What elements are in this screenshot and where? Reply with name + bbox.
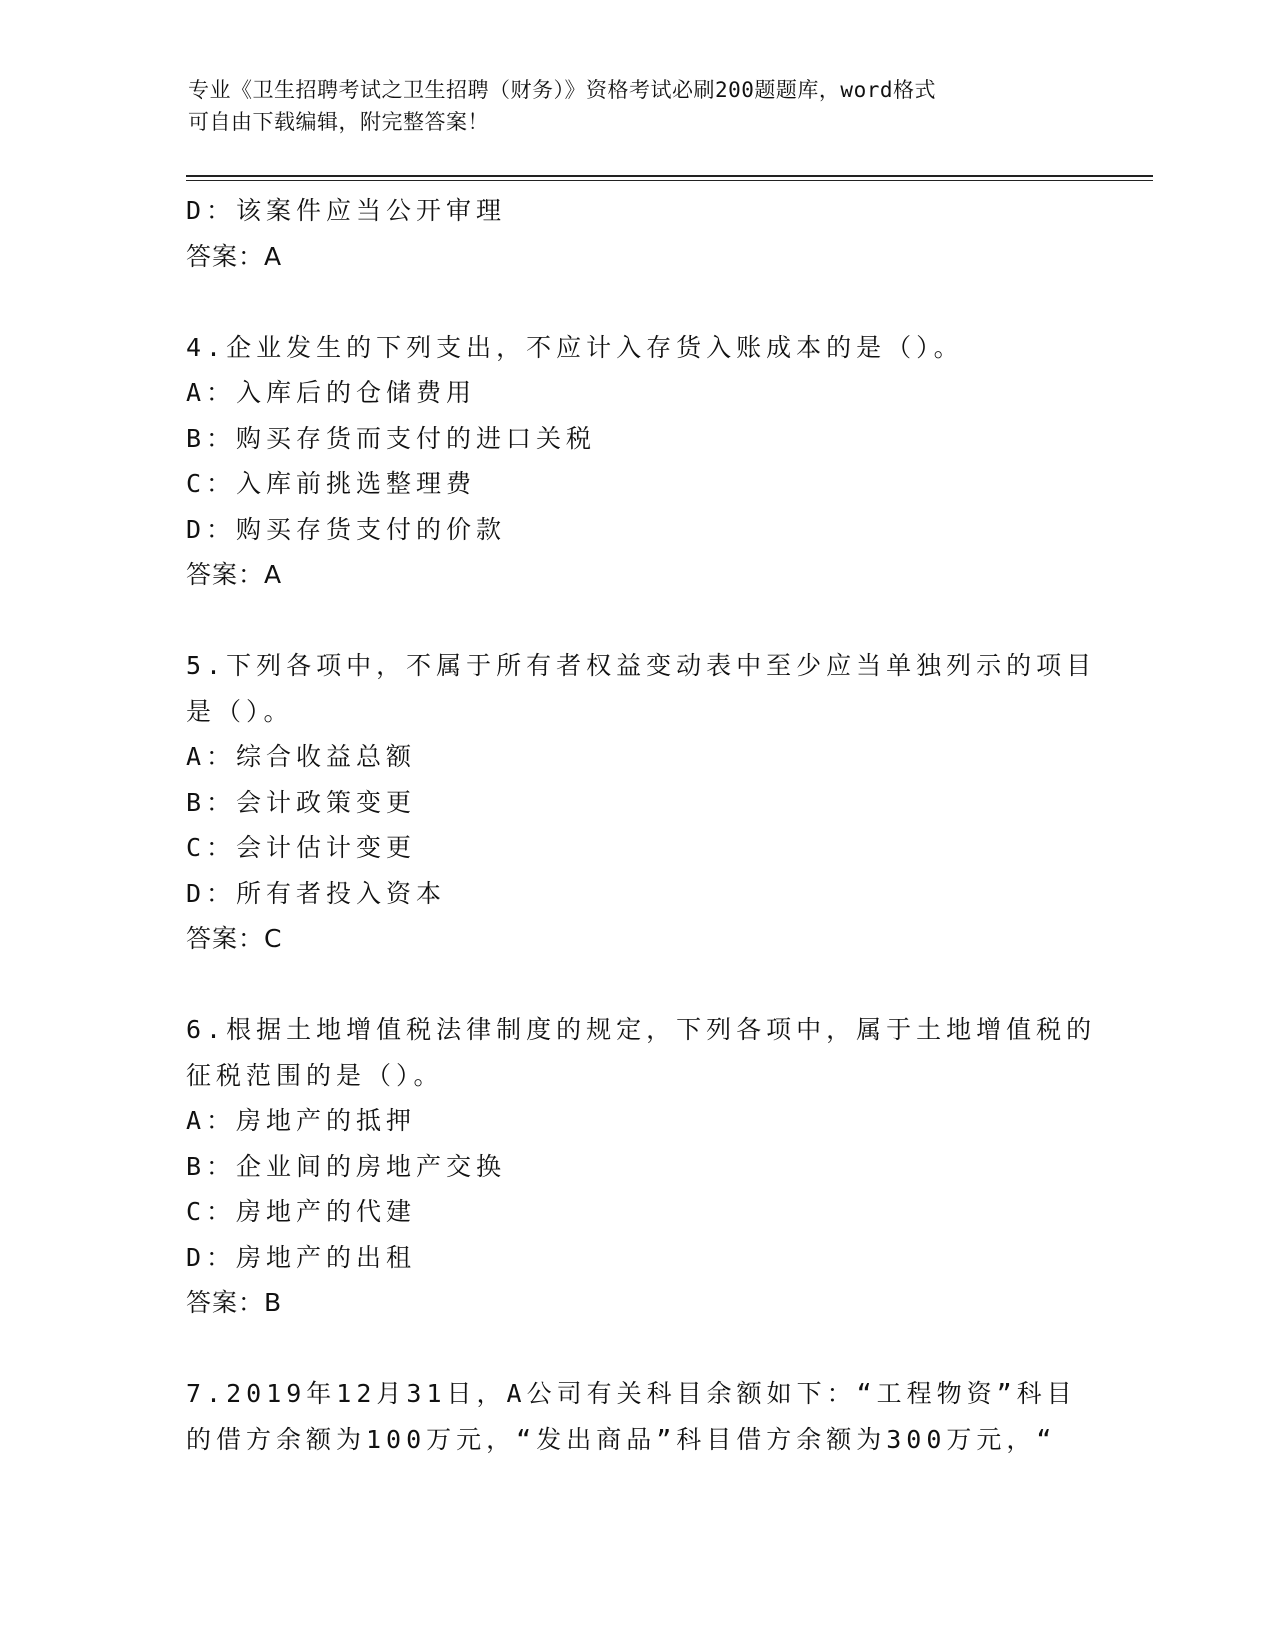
option-a: A：综合收益总额 (186, 742, 417, 771)
option-a: A：房地产的抵押 (186, 1106, 417, 1135)
question-stem: 5.下列各项中，不属于所有者权益变动表中至少应当单独列示的项目 (186, 651, 1097, 680)
question-5 (186, 643, 1097, 962)
option-b: B：会计政策变更 (186, 787, 417, 817)
question-stem: 7.2019年12月31日，A公司有关科目余额如下：“工程物资”科目 (186, 1379, 1077, 1408)
answer-line: 答案：B (186, 1288, 283, 1317)
question-7 (186, 1371, 1086, 1462)
question-stem-continued: 是（）。 (186, 696, 294, 726)
spacer (186, 598, 1086, 644)
option-d: D：房地产的出租 (186, 1242, 417, 1272)
header-title-line-2: 可自由下载编辑，附完整答案！ (188, 110, 489, 134)
option-c: C：入库前挑选整理费 (186, 469, 477, 498)
question-content (186, 188, 1097, 1462)
answer-line: 答案：A (186, 241, 283, 271)
spacer (186, 279, 1086, 325)
header-rule-thick (186, 175, 1153, 177)
header-title-line-1: 专业《卫生招聘考试之卫生招聘（财务）》资格考试必刷200题题库，word格式 (188, 78, 936, 102)
option-b: B：购买存货而支付的进口关税 (186, 423, 597, 453)
option-c: C：会计估计变更 (186, 833, 417, 862)
spacer (186, 962, 1086, 1008)
answer-line: 答案：A (186, 560, 283, 589)
question-stem-continued: 的借方余额为100万元，“发出商品”科目借方余额为300万元，“ (186, 1424, 1057, 1454)
spacer (186, 1326, 1086, 1372)
previous-question-tail (186, 188, 1086, 279)
header-rule-thin (186, 180, 1153, 181)
answer-line: 答案：C (186, 924, 283, 953)
question-4 (186, 325, 1086, 598)
question-6 (186, 1007, 1097, 1326)
question-stem-continued: 征税范围的是（）。 (186, 1060, 444, 1090)
option-a: A：入库后的仓储费用 (186, 378, 477, 407)
option-d: D：购买存货支付的价款 (186, 514, 507, 544)
option-c: C：房地产的代建 (186, 1197, 417, 1226)
question-stem: 4.企业发生的下列支出，不应计入存货入账成本的是（）。 (186, 332, 964, 362)
question-stem: 6.根据土地增值税法律制度的规定，下列各项中，属于土地增值税的 (186, 1015, 1097, 1044)
option-d: D：所有者投入资本 (186, 878, 447, 908)
document-header (188, 74, 1068, 138)
option-b: B：企业间的房地产交换 (186, 1151, 507, 1181)
option-d: D：该案件应当公开审理 (186, 196, 507, 225)
